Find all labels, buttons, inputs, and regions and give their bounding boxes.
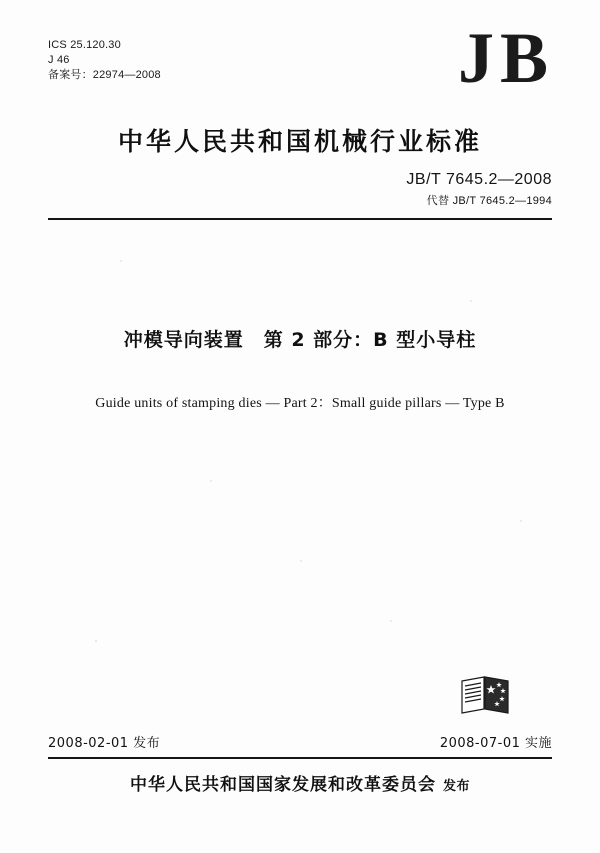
standard-replaces: 代替 JB/T 7645.2—1994 <box>426 195 552 207</box>
identifier-block <box>48 38 161 83</box>
scan-speckle <box>470 300 472 302</box>
issuer-line <box>0 770 600 795</box>
scan-speckle <box>95 640 97 642</box>
effective-date: 2008-07-01 实施 <box>439 736 552 751</box>
document-title-cn: 冲模导向装置 第 2 部分：B 型小导柱 <box>123 329 477 351</box>
issuer-action: 发布 <box>442 779 470 794</box>
standard-number-block <box>406 170 552 209</box>
standard-number: JB/T 7645.2—2008 <box>406 171 552 188</box>
series-title: 中华人民共和国机械行业标准 <box>117 127 482 156</box>
header-divider <box>48 218 552 220</box>
footer-divider <box>48 757 552 759</box>
jb-logo: JB <box>457 18 554 98</box>
scan-speckle <box>300 560 302 562</box>
book-emblem-icon <box>458 668 512 716</box>
issuer-name: 中华人民共和国国家发展和改革委员会 <box>130 775 437 795</box>
record-number: 备案号：22974—2008 <box>48 69 161 81</box>
scan-speckle <box>120 260 122 262</box>
issue-date: 2008-02-01 发布 <box>48 736 161 751</box>
scan-speckle <box>520 520 522 522</box>
scan-speckle <box>390 620 392 622</box>
ics-code: ICS 25.120.30 <box>48 39 121 51</box>
scan-speckle <box>210 480 212 482</box>
classification-code: J 46 <box>48 54 70 66</box>
document-title-en: Guide units of stamping dies — Part 2：Small guide pillars — Type B <box>95 396 505 411</box>
